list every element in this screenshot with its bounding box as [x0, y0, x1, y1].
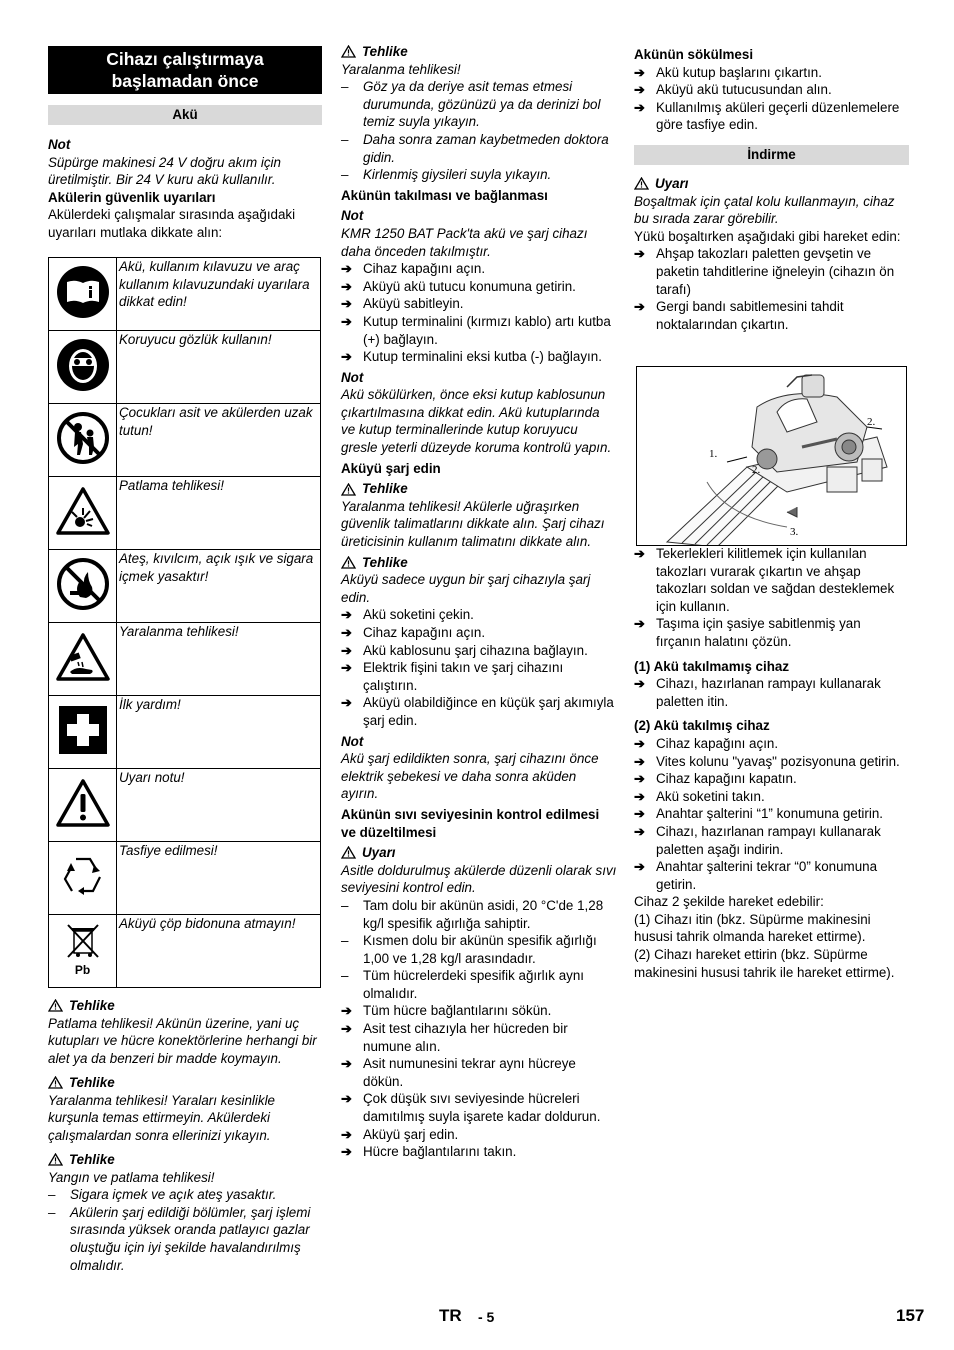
step-item: ➔ Aküyü akü tutucu konumuna getirin.	[341, 278, 576, 294]
step-item: ➔ Asit numunesini tekrar aynı hücreye dökün.	[341, 1056, 576, 1089]
warn-title: Uyarı	[362, 845, 396, 861]
closing-line: Cihaz 2 şekilde hareket edebilir:	[634, 894, 824, 910]
step-item: ➔ Kutup terminalini eksi kutba (-) bağlayın.	[341, 349, 602, 365]
unloading-illustration	[636, 366, 907, 546]
note-text: KMR 1250 BAT Pack'ta akü ve şarj cihazı daha önceden takılmıştır.	[341, 225, 588, 259]
step-item: ➔ Cihaz kapağını açın.	[634, 735, 779, 751]
note-text: Akü şarj edildikten sonra, şarj cihazını önce elektrik şebekesi ve daha sonra aküden ayırın.	[341, 751, 599, 802]
symbol-row	[49, 915, 321, 988]
symbol-text: Ateş, kıvılcım, açık ışık ve sigara içmek yasaktır!	[117, 550, 321, 623]
step-item: ➔ Ahşap takozları paletten gevşetin ve paketin tahditlerine iğneleyin (cihazın ön tarafı)	[634, 246, 895, 297]
step-item: ➔ Akü soketini çekin.	[341, 607, 474, 623]
arrow-icon: ➔	[341, 642, 352, 658]
symbol-text: Yaralanma tehlikesi!	[117, 623, 321, 696]
step-item: ➔ Anahtar şalterini “1” konumuna getirin.	[634, 806, 884, 822]
charge-heading: Aküyü şarj edin	[341, 460, 441, 476]
recycle-icon	[56, 851, 110, 901]
remove-heading: Akünün sökülmesi	[634, 47, 754, 62]
symbol-cell	[49, 623, 117, 696]
step-item: ➔ Akü kutup başlarını çıkartın.	[634, 64, 822, 80]
arrow-icon: ➔	[341, 1144, 352, 1160]
corrosive-icon	[56, 632, 110, 682]
symbol-cell	[49, 404, 117, 477]
step-item: ➔ Vites kolunu "yavaş" pozisyonuna getirin.	[634, 753, 900, 769]
sweeper-ramp-drawing	[637, 367, 907, 546]
label-1: 1.	[709, 448, 718, 460]
note-text: Süpürge makinesi 24 V doğru akım için üretilmiştir. Bir 24 V kuru akü kullanılır.	[48, 154, 281, 188]
step-item: ➔ Anahtar şalterini tekrar “0” konumuna getirin.	[634, 859, 878, 892]
arrow-icon: ➔	[341, 1021, 352, 1037]
list-item: – Tüm hücrelerdeki spesifik ağırlık aynı olmalıdır.	[341, 968, 585, 1001]
safety-symbols-table	[48, 257, 321, 988]
step-item: ➔ Cihazı, hazırlanan rampayı kullanarak paletten aşağı indirin.	[634, 823, 881, 857]
arrow-icon: ➔	[341, 1056, 352, 1072]
warn-text: Boşaltmak için çatal kolu kullanmayın, cihaz bu sırada zarar görebilir.	[634, 193, 895, 227]
symbol-text: Uyarı notu!	[117, 769, 321, 842]
warn-text: Asitle doldurulmuş akülerde düzenli olarak sıvı seviyesini kontrol edin.	[341, 862, 617, 896]
danger-title: Tehlike	[69, 1152, 115, 1167]
symbol-text: Çocukları asit ve akülerden uzak tutun!	[117, 404, 321, 477]
symbol-cell	[49, 769, 117, 842]
step-item: ➔ Tekerlekleri kilitlemek için kullanılan takozları vurarak çıkartın ve ahşap takozları soldan ve sağdan desteklemek için kullanın.	[634, 546, 895, 614]
step-item: ➔ Gergi bandı sabitlemesini tahdit noktalarından çıkartın.	[634, 299, 844, 332]
danger-text: Patlama tehlikesi! Akünün üzerine, yani uç kutupları ve hücre konektörlerine herhangi bir alet ya da benzeri bir madde koymayın.	[48, 1015, 317, 1066]
danger-title: Tehlike	[362, 481, 408, 497]
step-item: ➔ Aküyü sabitleyin.	[341, 296, 464, 312]
arrow-icon: ➔	[634, 246, 645, 262]
danger-title: Tehlike	[69, 998, 115, 1013]
danger-text: Aküyü sadece uygun bir şarj cihazıyla şarj edin.	[341, 572, 591, 605]
symbol-row	[49, 696, 321, 769]
pb-label: Pb	[74, 962, 91, 977]
symbol-text: Patlama tehlikesi!	[117, 477, 321, 550]
step-item: ➔ Kutup terminalini (kırmızı kablo) artı kutba (+) bağlayın.	[341, 313, 611, 347]
install-heading: Akünün takılması ve bağlanması	[341, 187, 548, 203]
footer-page-local: - 5	[478, 1309, 495, 1325]
crossed-bin-icon	[63, 923, 103, 959]
warning-triangle-icon	[48, 999, 63, 1012]
symbol-text: İlk yardım!	[117, 696, 321, 769]
note-label: Not	[341, 733, 364, 749]
manual-icon	[56, 265, 110, 319]
arrow-icon: ➔	[341, 278, 352, 294]
danger-title: Tehlike	[362, 44, 408, 59]
arrow-icon: ➔	[634, 788, 645, 804]
arrow-icon: ➔	[341, 625, 352, 640]
list-item: – Tam dolu bir akünün asidi, 20 °C'de 1,28 kg/l spesifik ağırlığa sahiptir.	[341, 897, 604, 931]
arrow-icon: ➔	[634, 859, 645, 875]
symbol-text: Akü, kullanım kılavuzu ve araç kullanım kılavuzundaki uyarılara dikkat edin!	[117, 258, 321, 331]
arrow-icon: ➔	[634, 546, 645, 561]
symbol-text: Tasfiye edilmesi!	[117, 842, 321, 915]
list-item: – Kirlenmiş giysileri suyla yıkayın.	[341, 167, 552, 183]
footer-page-number: 157	[896, 1306, 925, 1325]
symbol-text: Aküyü çöp bidonuna atmayın!	[117, 915, 321, 988]
arrow-icon: ➔	[341, 607, 352, 623]
symbol-row	[49, 331, 321, 404]
warning-triangle-icon	[48, 1153, 63, 1166]
arrow-icon: ➔	[634, 823, 645, 839]
warning-triangle-icon	[341, 556, 356, 569]
warning-triangle-icon	[341, 45, 356, 58]
symbol-row	[49, 550, 321, 623]
arrow-icon: ➔	[634, 299, 645, 315]
warning-icon	[56, 778, 110, 828]
step-item: ➔ Tüm hücre bağlantılarını sökün.	[341, 1003, 552, 1019]
label-2b: 2.	[752, 464, 761, 476]
arrow-icon: ➔	[341, 695, 352, 711]
symbol-row	[49, 404, 321, 477]
footer-lang: TR	[439, 1306, 462, 1325]
warning-triangle-icon	[634, 177, 649, 190]
step-item: ➔ Cihazı, hazırlanan rampayı kullanarak paletten itin.	[634, 676, 881, 709]
arrow-icon: ➔	[341, 1091, 352, 1107]
step-item: ➔ Çok düşük sıvı seviyesinde hücreleri damıtılmış suyla işarete kadar doldurun.	[341, 1091, 601, 1125]
arrow-icon: ➔	[634, 753, 645, 769]
arrow-icon: ➔	[341, 296, 352, 312]
step-item: ➔ Taşıma için şasiye sabitlenmiş yan fırçanın halatını çözün.	[634, 616, 861, 649]
step-item: ➔ Cihaz kapağını açın.	[341, 261, 486, 277]
warning-triangle-icon	[341, 846, 356, 859]
warning-triangle-icon	[48, 1076, 63, 1089]
first-aid-icon	[58, 705, 108, 755]
arrow-icon: ➔	[341, 313, 352, 329]
danger-text: Yangın ve patlama tehlikesi!	[48, 1169, 215, 1185]
arrow-icon: ➔	[634, 806, 645, 822]
symbol-row	[49, 769, 321, 842]
fluid-heading: Akünün sıvı seviyesinin kontrol edilmesi ve düzeltilmesi	[341, 806, 600, 840]
no-fire-icon	[56, 557, 110, 611]
symbol-row	[49, 477, 321, 550]
note-label: Not	[341, 208, 364, 224]
goggles-icon	[56, 338, 110, 392]
section-title: Cihazı çalıştırmaya başlamadan önce	[48, 46, 322, 94]
danger-title: Tehlike	[362, 554, 408, 570]
list-item: – Akülerin şarj edildiği bölümler, şarj işlemi sırasında yüksek oranda patlayıcı gazlar oluştuğu için iyi şekilde havalandırılmış olmalıdır.	[48, 1204, 311, 1273]
arrow-icon: ➔	[634, 99, 645, 115]
warn-title: Uyarı	[655, 176, 689, 191]
no-children-icon	[56, 411, 110, 465]
arrow-icon: ➔	[634, 616, 645, 632]
arrow-icon: ➔	[341, 1003, 352, 1019]
symbol-cell	[49, 842, 117, 915]
arrow-icon: ➔	[634, 735, 645, 751]
step-item: ➔ Kullanılmış aküleri geçerli düzenlemelere göre tasfiye edin.	[634, 99, 900, 133]
step-item: ➔ Asit test cihazıyla her hücreden bir numune alın.	[341, 1021, 568, 1054]
arrow-icon: ➔	[341, 1126, 352, 1142]
arrow-icon: ➔	[634, 64, 645, 80]
unload-intro: Yükü boşaltırken aşağıdaki gibi hareket edin:	[634, 228, 901, 244]
arrow-icon: ➔	[634, 771, 645, 787]
arrow-icon: ➔	[341, 261, 352, 277]
aku-title: Akü	[48, 105, 322, 125]
step-item: ➔ Aküyü akü tutucusundan alın.	[634, 82, 832, 98]
symbol-cell	[49, 550, 117, 623]
arrow-icon: ➔	[634, 82, 645, 98]
closing-line: (2) Cihazı hareket ettirin (bkz. Süpürme makinesini hususi tahrik ile hareket ettirme).	[634, 947, 895, 980]
note-text: Akü sökülürken, önce eksi kutup kablosunun çıkartılmasına dikkat edin. Akü kutuplarında ve kutup terminallerinde kutup koruyucu gresle yeterli düzeyde koruma kontrolü yapın.	[341, 387, 612, 456]
label-2a: 2.	[867, 416, 876, 428]
warning-triangle-icon	[341, 483, 356, 496]
label-3: 3.	[790, 526, 799, 538]
note-label: Not	[341, 369, 364, 385]
step-item: ➔ Hücre bağlantılarını takın.	[341, 1144, 517, 1160]
arrow-icon: ➔	[341, 660, 352, 676]
step-item: ➔ Cihaz kapağını açın.	[341, 625, 486, 640]
symbol-cell	[49, 258, 117, 331]
symbol-cell	[49, 915, 117, 988]
list-item: – Daha sonra zaman kaybetmeden doktora gidin.	[341, 131, 609, 165]
symbol-row	[49, 842, 321, 915]
case1-heading: (1) Akü takılmamış cihaz	[634, 658, 790, 674]
safety-intro: Akülerdeki çalışmalar sırasında aşağıdaki uyarıları mutlaka dikkate alın:	[48, 207, 296, 240]
case2-heading: (2) Akü takılmış cihaz	[634, 718, 770, 734]
list-item: – Sigara içmek ve açık ateş yasaktır.	[48, 1187, 277, 1203]
step-item: ➔ Akü kablosunu şarj cihazına bağlayın.	[341, 642, 588, 658]
danger-title: Tehlike	[69, 1075, 115, 1090]
danger-text: Yaralanma tehlikesi!	[341, 61, 461, 77]
symbol-cell	[49, 696, 117, 769]
symbol-text: Koruyucu gözlük kullanın!	[117, 331, 321, 404]
closing-line: (1) Cihazı itin (bkz. Süpürme makinesini hususi tahrik olmanda hareket ettirme).	[634, 911, 871, 945]
arrow-icon: ➔	[341, 349, 352, 365]
step-item: ➔ Cihaz kapağını kapatın.	[634, 771, 797, 787]
list-item: – Göz ya da deriye asit temas etmesi durumunda, gözünüzü ya da derinizi bol temiz suyla yıkayın.	[341, 79, 601, 130]
step-item: ➔ Akü soketini takın.	[634, 788, 765, 804]
symbol-row	[49, 623, 321, 696]
step-item: ➔ Aküyü olabildiğince en küçük şarj akımıyla şarj edin.	[341, 695, 614, 728]
symbol-cell	[49, 331, 117, 404]
note-label: Not	[48, 137, 71, 152]
step-item: ➔ Aküyü şarj edin.	[341, 1126, 459, 1142]
step-item: ➔ Elektrik fişini takın ve şarj cihazını çalıştırın.	[341, 660, 564, 693]
safety-heading: Akülerin güvenlik uyarıları	[48, 189, 216, 205]
arrow-icon: ➔	[634, 676, 645, 692]
list-item: – Kısmen dolu bir akünün spesifik ağırlığı 1,00 ve 1,28 kg/l arasındadır.	[341, 933, 597, 966]
danger-text: Yaralanma tehlikesi! Yaraları kesinlikle kurşunla temas ettirmeyin. Akülerdeki çalışmalardan sonra ellerinizi yıkayın.	[48, 1092, 275, 1143]
unload-title: İndirme	[634, 145, 909, 165]
symbol-row	[49, 258, 321, 331]
symbol-cell	[49, 477, 117, 550]
danger-text: Yaralanma tehlikesi! Akülerle uğraşırken güvenlik talimatlarını dikkate alın. Şarj cihazı üreticisinin kullanım talimatını dikkate alın.	[341, 498, 605, 550]
explosion-icon	[56, 486, 110, 536]
